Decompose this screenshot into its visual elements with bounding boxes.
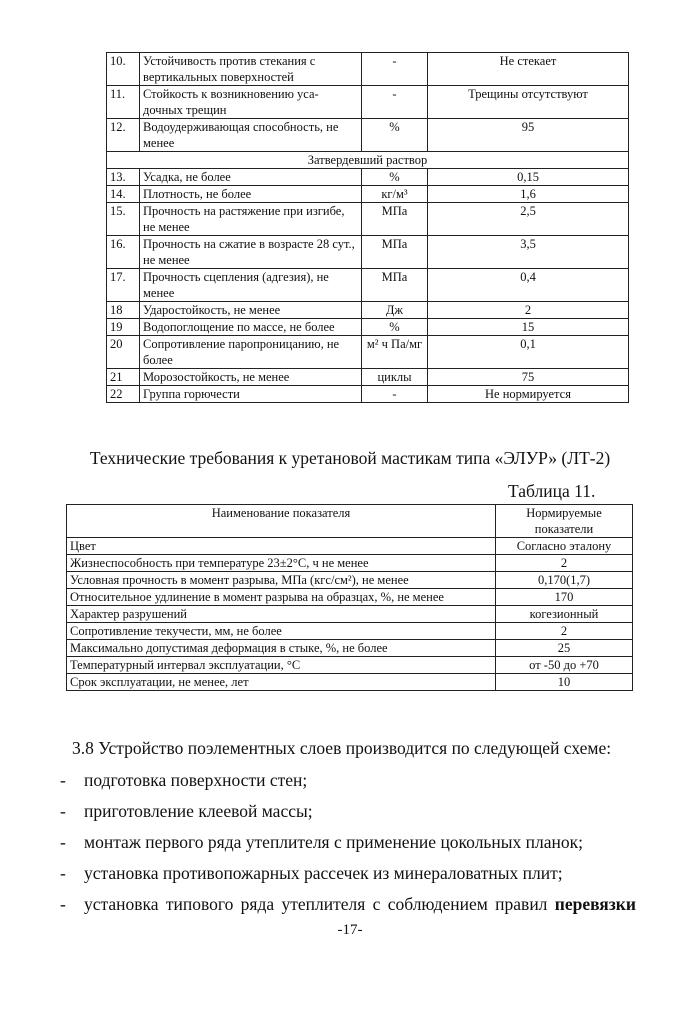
list-item-text: [84, 894, 636, 925]
bullet-dash: -: [60, 894, 66, 914]
table-row: [67, 572, 633, 589]
properties-table: [106, 52, 629, 403]
table-row: [107, 302, 629, 319]
table-row: [107, 369, 629, 386]
list-item: [60, 894, 636, 925]
indicator-name: Морозостойкость, не менее: [140, 369, 362, 386]
value-cell: 75: [428, 369, 629, 386]
indicator-name: Устойчивость против стекания с вертикальных поверхностей: [140, 53, 362, 86]
unit-cell: МПа: [362, 236, 428, 269]
list-item: [60, 832, 636, 863]
row-number: 19: [107, 319, 140, 336]
list-item: [60, 863, 636, 894]
unit-cell: м² ч Па/мг: [362, 336, 428, 369]
list-item-text: установка противопожарных рассечек из минераловатных плит;: [84, 863, 563, 883]
table-row: [67, 538, 633, 555]
value-cell: 2,5: [428, 203, 629, 236]
table-row: [67, 674, 633, 691]
indicator-name: Плотность, не более: [140, 186, 362, 203]
indicator-name: Усадка, не более: [140, 169, 362, 186]
value-cell: Не нормируется: [428, 386, 629, 403]
list-item: [60, 801, 636, 832]
table-row: [107, 269, 629, 302]
indicator-name: Срок эксплуатации, не менее, лет: [67, 674, 496, 691]
section-row: [107, 152, 629, 169]
unit-cell: -: [362, 53, 428, 86]
bullet-dash: -: [60, 801, 66, 821]
section-heading: Технические требования к уретановой мастикам типа «ЭЛУР» (ЛТ-2): [89, 448, 611, 468]
table-row: [107, 186, 629, 203]
table-row: [107, 119, 629, 152]
row-number: 11.: [107, 86, 140, 119]
value-cell: 25: [496, 640, 633, 657]
value-cell: 2: [496, 555, 633, 572]
indicator-name: Сопротивление паропроницанию, не более: [140, 336, 362, 369]
bullet-dash: -: [60, 832, 66, 852]
value-cell: 1,6: [428, 186, 629, 203]
bullet-word: утеплителя: [281, 894, 366, 914]
table-row: [67, 657, 633, 674]
row-number: 20: [107, 336, 140, 369]
list-item: [60, 770, 636, 801]
row-number: 18: [107, 302, 140, 319]
indicator-name: Цвет: [67, 538, 496, 555]
value-cell: 0,4: [428, 269, 629, 302]
table-row: [67, 555, 633, 572]
row-number: 12.: [107, 119, 140, 152]
row-number: 16.: [107, 236, 140, 269]
row-number: 15.: [107, 203, 140, 236]
value-cell: 0,1: [428, 336, 629, 369]
list-item-text: подготовка поверхности стен;: [84, 770, 308, 790]
bullet-word: ряда: [240, 894, 275, 914]
steps-list: [60, 770, 636, 925]
unit-cell: МПа: [362, 203, 428, 236]
value-cell: 15: [428, 319, 629, 336]
table-row: [67, 589, 633, 606]
bullet-word: установка: [84, 894, 159, 914]
unit-cell: %: [362, 119, 428, 152]
list-item-text: приготовление клеевой массы;: [84, 801, 313, 821]
table-row: [107, 86, 629, 119]
unit-cell: кг/м³: [362, 186, 428, 203]
value-cell: 2: [428, 302, 629, 319]
value-cell: 170: [496, 589, 633, 606]
value-cell: когезионный: [496, 606, 633, 623]
row-number: 14.: [107, 186, 140, 203]
table-row: [67, 623, 633, 640]
indicator-name: Жизнеспособность при температуре 23±2°С, ч не менее: [67, 555, 496, 572]
value-cell: 0,15: [428, 169, 629, 186]
value-cell: 10: [496, 674, 633, 691]
unit-cell: -: [362, 386, 428, 403]
row-number: 13.: [107, 169, 140, 186]
indicator-name: Относительное удлинение в момент разрыва на образцах, %, не менее: [67, 589, 496, 606]
bullet-word: перевязки: [554, 894, 636, 914]
indicator-name: Условная прочность в момент разрыва, МПа (кгс/см²), не менее: [67, 572, 496, 589]
table-row: [67, 606, 633, 623]
value-cell: 3,5: [428, 236, 629, 269]
table-row: [107, 236, 629, 269]
mastic-requirements-body: [67, 538, 633, 691]
unit-cell: МПа: [362, 269, 428, 302]
table-row: [107, 203, 629, 236]
table-row: [107, 336, 629, 369]
mastic-requirements-table: [66, 504, 633, 691]
properties-table-body: [107, 53, 629, 403]
row-number: 17.: [107, 269, 140, 302]
bullet-word: типового: [165, 894, 234, 914]
section-label: Затвердевший раствор: [107, 152, 629, 169]
unit-cell: %: [362, 169, 428, 186]
indicator-name: Прочность на сжатие в возрасте 28 сут., не менее: [140, 236, 362, 269]
value-cell: от -50 до +70: [496, 657, 633, 674]
table-number: Таблица 11.: [508, 481, 596, 501]
bullet-word: правил: [495, 894, 548, 914]
indicator-name: Максимально допустимая деформация в стыке, %, не более: [67, 640, 496, 657]
row-number: 10.: [107, 53, 140, 86]
indicator-name: Сопротивление текучести, мм, не более: [67, 623, 496, 640]
row-number: 22: [107, 386, 140, 403]
table-header-row: [67, 505, 633, 538]
unit-cell: -: [362, 86, 428, 119]
unit-cell: Дж: [362, 302, 428, 319]
bullet-word: с: [372, 894, 381, 914]
value-cell: 95: [428, 119, 629, 152]
table-row: [107, 319, 629, 336]
indicator-name: Группа горючести: [140, 386, 362, 403]
table-row: [67, 640, 633, 657]
unit-cell: %: [362, 319, 428, 336]
indicator-name: Прочность на растяжение при изгибе, не менее: [140, 203, 362, 236]
list-item-text: монтаж первого ряда утеплителя с применение цокольных планок;: [84, 832, 583, 852]
indicator-name: Водоудерживающая способность, не менее: [140, 119, 362, 152]
indicator-name: Ударостойкость, не менее: [140, 302, 362, 319]
unit-cell: циклы: [362, 369, 428, 386]
clause-paragraph: 3.8 Устройство поэлементных слоев производится по следующей схеме:: [72, 738, 612, 758]
indicator-name: Температурный интервал эксплуатации, °С: [67, 657, 496, 674]
indicator-name: Водопоглощение по массе, не более: [140, 319, 362, 336]
value-cell: Трещины отсутствуют: [428, 86, 629, 119]
bullet-dash: -: [60, 863, 66, 883]
table-row: [107, 53, 629, 86]
row-number: 21: [107, 369, 140, 386]
indicator-name: Стойкость к возникновению уса-дочных трещин: [140, 86, 362, 119]
value-cell: 0,170(1,7): [496, 572, 633, 589]
value-cell: Не стекает: [428, 53, 629, 86]
table-row: [107, 169, 629, 186]
header-value: Нормируемые показатели: [496, 505, 633, 538]
indicator-name: Прочность сцепления (адгезия), не менее: [140, 269, 362, 302]
bullet-word: соблюдением: [387, 894, 488, 914]
header-name: Наименование показателя: [67, 505, 496, 538]
bullet-dash: -: [60, 770, 66, 790]
value-cell: 2: [496, 623, 633, 640]
table-row: [107, 386, 629, 403]
page-number: -17-: [337, 922, 363, 938]
indicator-name: Характер разрушений: [67, 606, 496, 623]
value-cell: Согласно эталону: [496, 538, 633, 555]
